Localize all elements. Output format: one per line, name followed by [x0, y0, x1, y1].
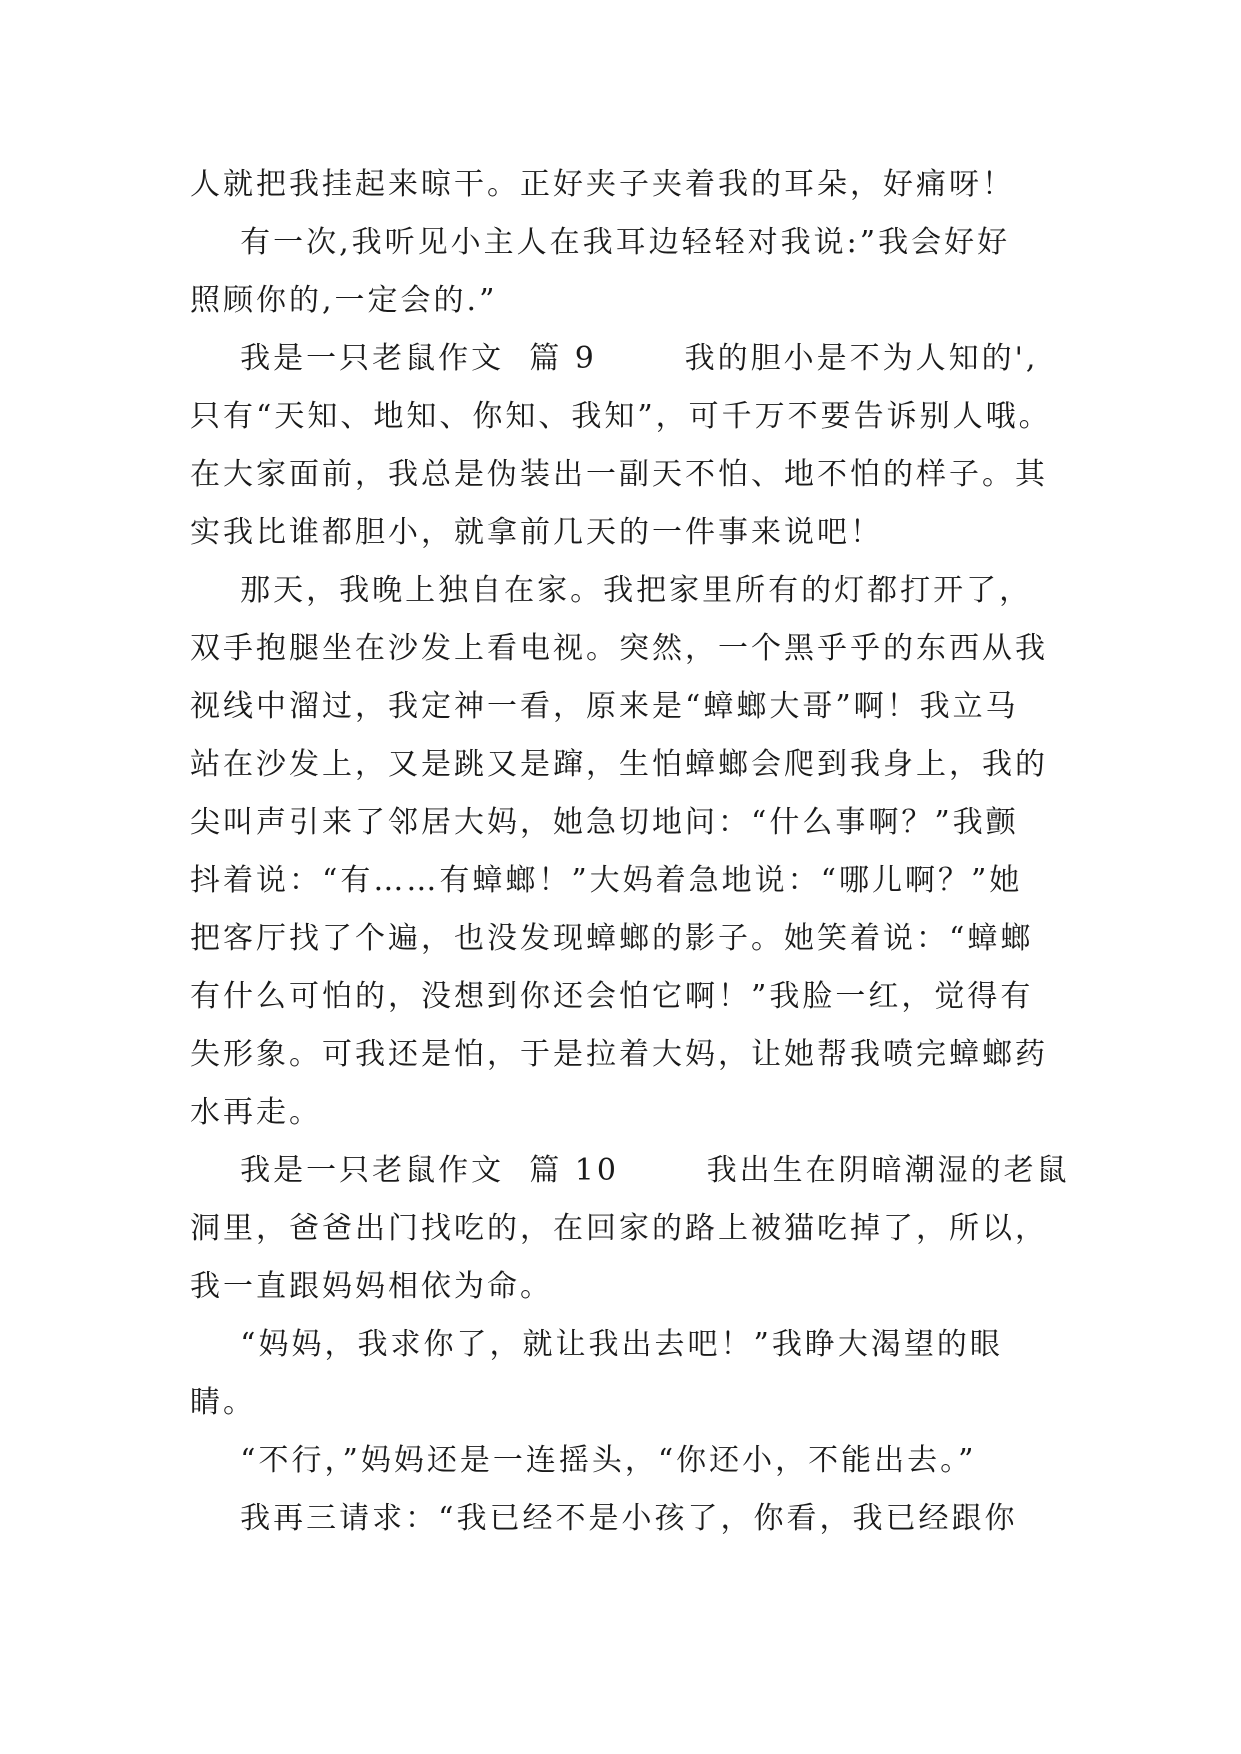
text-line: 睛。: [190, 1385, 256, 1420]
text-line: 人就把我挂起来晾干。正好夹子夹着我的耳朵，好痛呀！: [190, 167, 1015, 202]
text-line: 照顾你的,一定会的.”: [190, 283, 498, 318]
text-line: 我是一只老鼠作文 篇 10 我出生在阴暗潮湿的老鼠: [190, 1153, 1070, 1188]
text-line: 双手抱腿坐在沙发上看电视。突然，一个黑乎乎的东西从我: [190, 631, 1048, 666]
text-line: 有一次,我听见小主人在我耳边轻轻对我说:”我会好好: [190, 225, 1011, 260]
text-line: 站在沙发上，又是跳又是蹿，生怕蟑螂会爬到我身上，我的: [190, 747, 1048, 782]
text-line: 我是一只老鼠作文 篇 9 我的胆小是不为人知的',: [190, 341, 1039, 376]
text-line: 实我比谁都胆小，就拿前几天的一件事来说吧！: [190, 515, 883, 550]
text-line: 水再走。: [190, 1095, 322, 1130]
text-line: “妈妈，我求你了，就让我出去吧！”我睁大渴望的眼: [190, 1327, 1003, 1362]
text-line: “不行，”妈妈还是一连摇头，“你还小，不能出去。”: [190, 1443, 977, 1478]
text-line: 尖叫声引来了邻居大妈，她急切地问：“什么事啊？”我颤: [190, 805, 1019, 840]
text-line: 我再三请求：“我已经不是小孩了，你看，我已经跟你: [190, 1501, 1018, 1536]
text-line: 失形象。可我还是怕，于是拉着大妈，让她帮我喷完蟑螂药: [190, 1037, 1048, 1072]
text-line: 洞里，爸爸出门找吃的，在回家的路上被猫吃掉了，所以，: [190, 1211, 1048, 1246]
text-line: 抖着说：“有……有蟑螂！”大妈着急地说：“哪儿啊？”她: [190, 863, 1023, 898]
text-line: 在大家面前，我总是伪装出一副天不怕、地不怕的样子。其: [190, 457, 1048, 492]
text-line: 那天，我晚上独自在家。我把家里所有的灯都打开了，: [190, 573, 1033, 608]
text-line: 把客厅找了个遍，也没发现蟑螂的影子。她笑着说：“蟑螂: [190, 921, 1034, 956]
text-line: 有什么可怕的，没想到你还会怕它啊！”我脸一红，觉得有: [190, 979, 1034, 1014]
text-line: 我一直跟妈妈相依为命。: [190, 1269, 553, 1304]
body-text: [190, 156, 1070, 1548]
text-line: 只有“天知、地知、你知、我知”，可千万不要告诉别人哦。: [190, 399, 1052, 434]
text-line: 视线中溜过，我定神一看，原来是“蟑螂大哥”啊！我立马: [190, 689, 1019, 724]
